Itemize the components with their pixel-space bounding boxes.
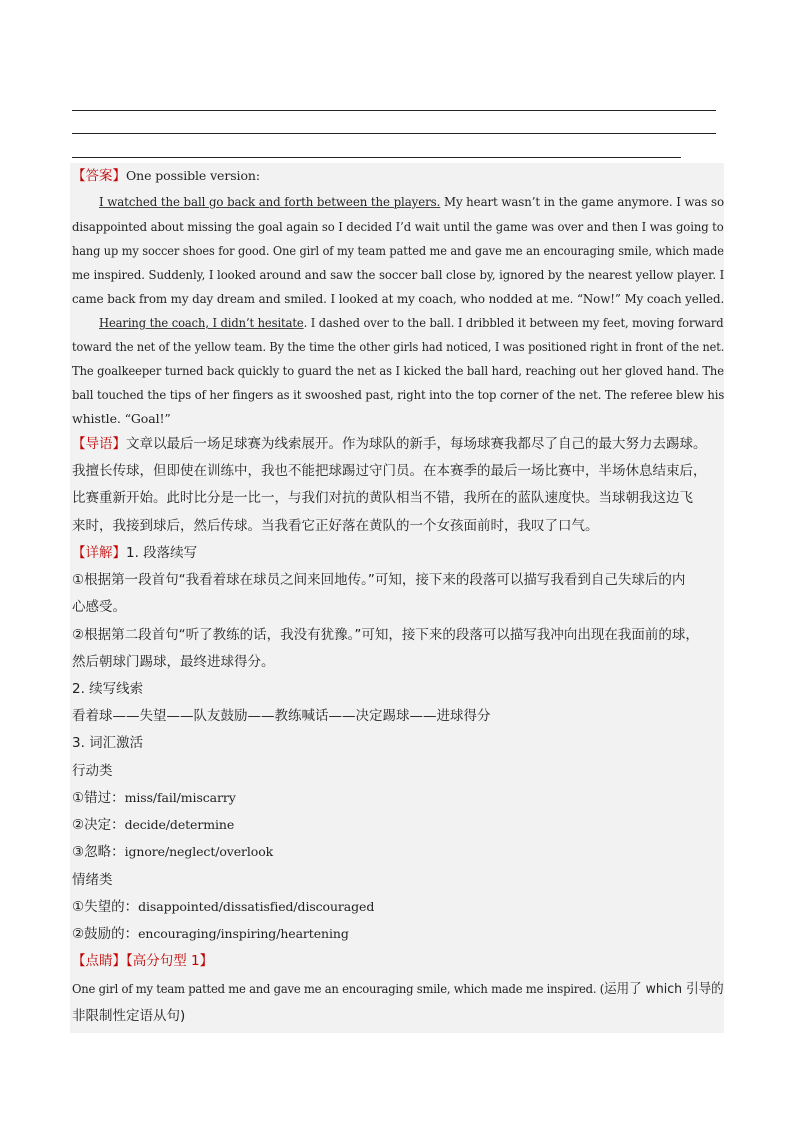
p2-line-1: Hearing the coach, I didn’t hesitate. I dashed over to the ball. I dribbled it between my feet, moving forward	[99, 315, 724, 330]
p2-line: toward the net of the yellow team. By the time the other girls had noticed, I was positioned right in front of the net.	[72, 339, 725, 354]
vocab-heading: 3. 词汇激活	[72, 735, 144, 751]
p2-line: ball touched the tips of her fingers as it swooshed past, right into the top corner of the net. The referee blew his	[72, 387, 725, 402]
highlight-tag: 【点睛】	[72, 953, 126, 969]
detail-item-1-cont: 心感受。	[72, 599, 126, 615]
p1-line: me inspired. Suddenly, I looked around and saw the soccer ball close by, ignored by the nearest yellow player. I	[72, 267, 725, 282]
detail-item-2-cont: 然后朝球门踢球，最终进球得分。	[72, 654, 275, 670]
clues-text: 看着球——失望——队友鼓励——教练喊话——决定踢球——进球得分	[72, 708, 491, 724]
p1-given-opening: I watched the ball go back and forth between the players.	[99, 194, 441, 209]
guide-line: 我擅长传球，但即使在训练中，我也不能把球踢过守门员。在本赛季的最后一场比赛中，半场休息结束后，	[72, 463, 707, 479]
clues-heading: 2. 续写线索	[72, 681, 144, 697]
p1-line-1: I watched the ball go back and forth between the players. My heart wasn’t in the game anymore. I was so	[99, 194, 724, 209]
blank-line-1	[72, 110, 716, 111]
action-item: ②决定：decide/determine	[72, 817, 235, 833]
guide-line-1: 【导语】文章以最后一场足球赛为线索展开。作为球队的新手，每场球赛我都尽了自己的最大努力去踢球。	[72, 436, 707, 452]
guide-line: 比赛重新开始。此时比分是一比一，与我们对抗的黄队相当不错，我所在的蓝队速度快。当球朝我这边飞	[72, 490, 693, 506]
highlight-heading	[72, 953, 213, 969]
detail-heading: 【详解】1. 段落续写	[72, 545, 198, 561]
action-title: 行动类	[72, 763, 113, 779]
sentence-pattern-tag: 【高分句型 1】	[126, 953, 214, 969]
answer-tag: 【答案】	[72, 168, 126, 184]
highlight-sentence: One girl of my team patted me and gave me an encouraging smile, which made me inspired. (运用了 which 引导的	[72, 981, 724, 997]
blank-line-3	[72, 157, 681, 158]
emotion-title: 情绪类	[72, 872, 113, 888]
highlight-note: 非限制性定语从句)	[72, 1008, 186, 1024]
blank-line-2	[72, 133, 716, 134]
guide-tag: 【导语】	[72, 436, 126, 452]
detail-item-2: ②根据第二段首句“听了教练的话，我没有犹豫。”可知，接下来的段落可以描写我冲向出现在我面前的球，	[72, 627, 699, 643]
action-item: ③忽略：ignore/neglect/overlook	[72, 844, 274, 860]
detail-tag: 【详解】	[72, 545, 126, 561]
guide-line: 来时，我接到球后，然后传球。当我看它正好落在黄队的一个女孩面前时，我叹了口气。	[72, 518, 599, 534]
answer-intro: One possible version:	[126, 168, 260, 183]
p2-line: The goalkeeper turned back quickly to guard the net as I kicked the ball hard, reaching out her gloved hand. The	[72, 363, 724, 378]
emotion-item: ①失望的：disappointed/dissatisfied/discouraged	[72, 899, 375, 915]
action-item: ①错过：miss/fail/miscarry	[72, 790, 236, 806]
detail-item-1: ①根据第一段首句“我看着球在球员之间来回地传。”可知，接下来的段落可以描写我看到自己失球后的内	[72, 572, 686, 588]
p2-line: whistle. “Goal!”	[72, 411, 171, 426]
p2-given-opening: Hearing the coach, I didn’t hesitate	[99, 315, 304, 330]
p1-line: came back from my day dream and smiled. I looked at my coach, who nodded at me. “Now!” My coach yelled.	[72, 291, 725, 306]
p1-line: disappointed about missing the goal again so I decided I’d wait until the game was over and then I was going to	[72, 219, 724, 234]
answer-heading	[72, 168, 260, 184]
p1-line: hang up my soccer shoes for good. One girl of my team patted me and gave me an encouraging smile, which made	[72, 243, 724, 258]
emotion-item: ②鼓励的：encouraging/inspiring/heartening	[72, 926, 349, 942]
